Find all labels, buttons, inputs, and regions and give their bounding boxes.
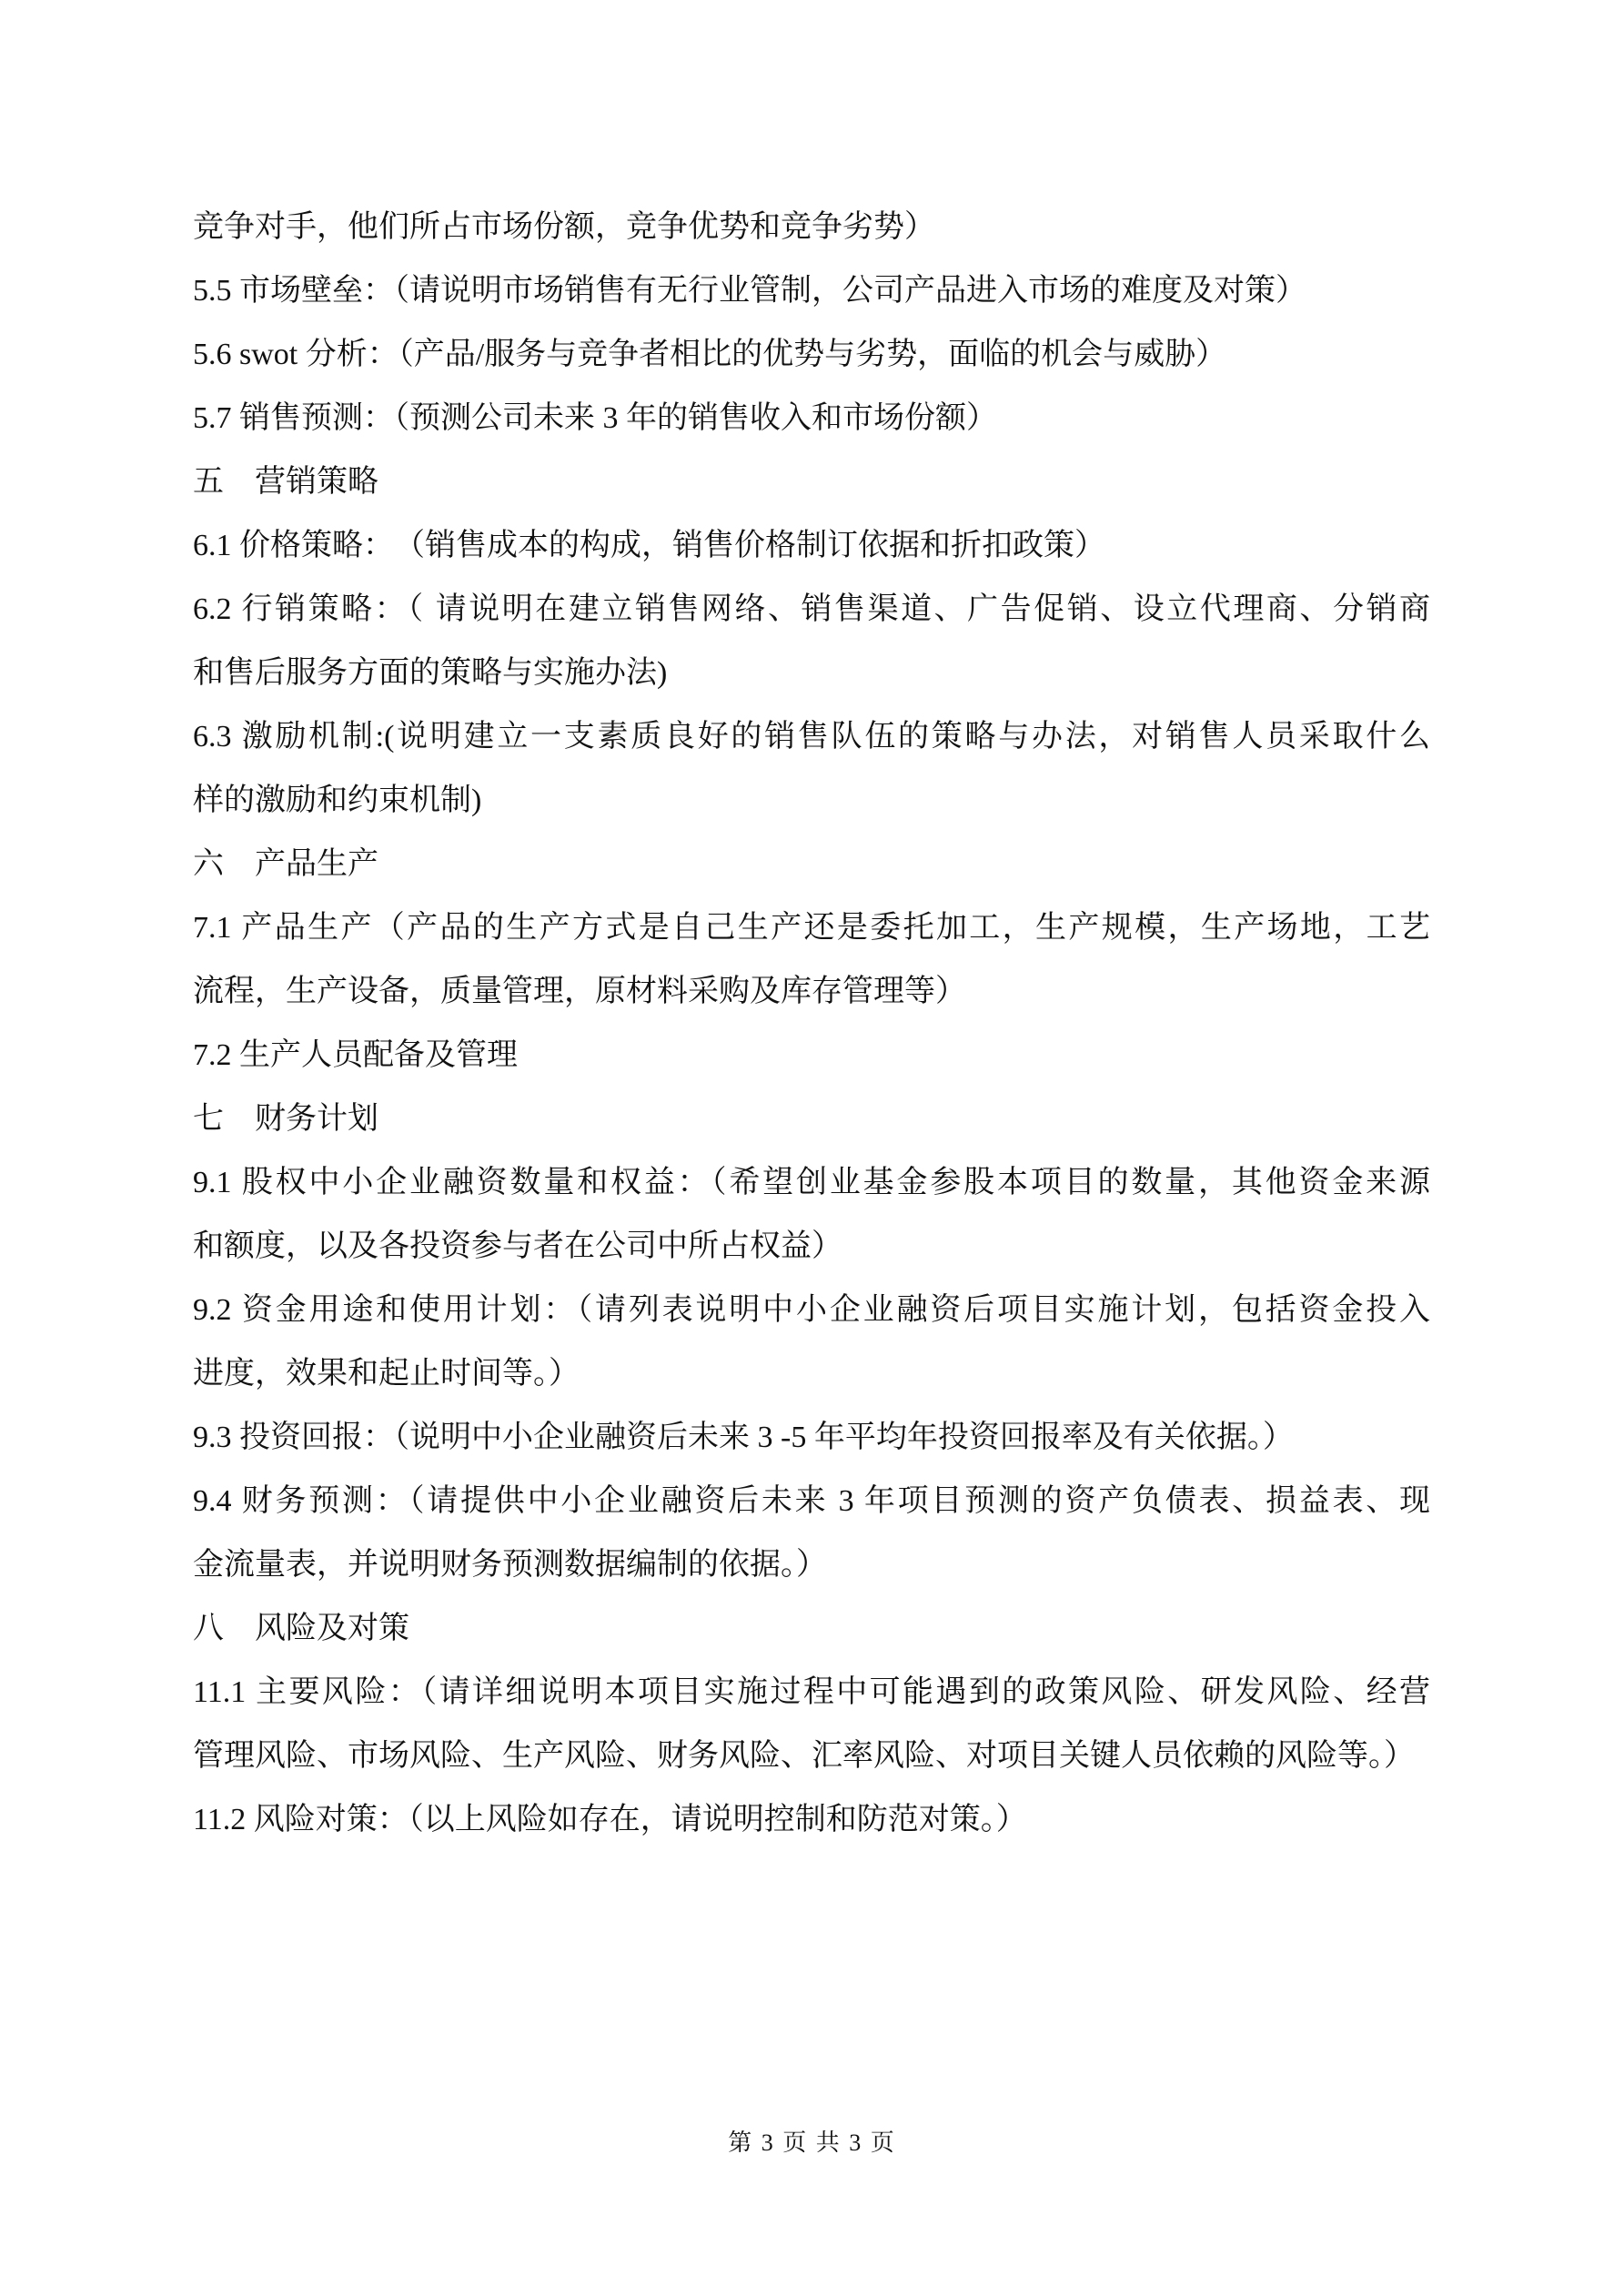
text-line: 11.2 风险对策：（以上风险如存在，请说明控制和防范对策。） bbox=[193, 1803, 1027, 1836]
text-line: 金流量表，并说明财务预测数据编制的依据。） bbox=[193, 1548, 827, 1582]
text-line: 管理风险、市场风险、生产风险、财务风险、汇率风险、对项目关键人员依赖的风险等。） bbox=[193, 1739, 1415, 1773]
text-line: 和售后服务方面的策略与实施办法) bbox=[193, 656, 668, 690]
text-line: 7.1 产品生产（产品的生产方式是自己生产还是委托加工，生产规模，生产场地，工艺 bbox=[193, 911, 1430, 945]
section-heading: 五 营销策略 bbox=[193, 465, 378, 499]
text-line: 5.7 销售预测：（预测公司未来 3 年的销售收入和市场份额） bbox=[193, 401, 997, 435]
text-line: 5.6 swot 分析：（产品/服务与竞争者相比的优势与劣势，面临的机会与威胁） bbox=[193, 338, 1227, 371]
document-body bbox=[193, 196, 1430, 1852]
text-line: 9.3 投资回报：（说明中小企业融资后未来 3 -5 年平均年投资回报率及有关依据。） bbox=[193, 1421, 1294, 1454]
text-line: 6.1 价格策略： （销售成本的构成，销售价格制订依据和折扣政策） bbox=[193, 529, 1105, 562]
text-line: 11.1 主要风险：（请详细说明本项目实施过程中可能遇到的政策风险、研发风险、经营 bbox=[193, 1675, 1430, 1709]
page-number-footer: 第 3 页 共 3 页 bbox=[728, 2129, 896, 2156]
text-line: 6.2 行销策略：（ 请说明在建立销售网络、销售渠道、广告促销、设立代理商、分销商 bbox=[193, 592, 1430, 626]
text-line: 流程，生产设备，质量管理，原材料采购及库存管理等） bbox=[193, 975, 966, 1008]
text-line: 7.2 生产人员配备及管理 bbox=[193, 1038, 518, 1072]
text-line: 进度，效果和起止时间等。） bbox=[193, 1357, 580, 1391]
text-line: 9.4 财务预测：（请提供中小企业融资后未来 3 年项目预测的资产负债表、损益表、现 bbox=[193, 1484, 1430, 1518]
text-line: 9.1 股权中小企业融资数量和权益：（希望创业基金参股本项目的数量，其他资金来源 bbox=[193, 1166, 1430, 1199]
text-line: 5.5 市场壁垒：（请说明市场销售有无行业管制，公司产品进入市场的难度及对策） bbox=[193, 274, 1306, 308]
text-line: 6.3 激励机制:(说明建立一支素质良好的销售队伍的策略与办法，对销售人员采取什么 bbox=[193, 720, 1430, 754]
section-heading: 六 产品生产 bbox=[193, 847, 378, 881]
section-heading: 七 财务计划 bbox=[193, 1102, 378, 1136]
text-line: 竞争对手，他们所占市场份额，竞争优势和竞争劣势） bbox=[193, 210, 935, 244]
text-line: 样的激励和约束机制) bbox=[193, 784, 482, 817]
text-line: 和额度，以及各投资参与者在公司中所占权益） bbox=[193, 1229, 842, 1263]
section-heading: 八 风险及对策 bbox=[193, 1612, 409, 1645]
text-line: 9.2 资金用途和使用计划：（请列表说明中小企业融资后项目实施计划，包括资金投入 bbox=[193, 1293, 1430, 1327]
